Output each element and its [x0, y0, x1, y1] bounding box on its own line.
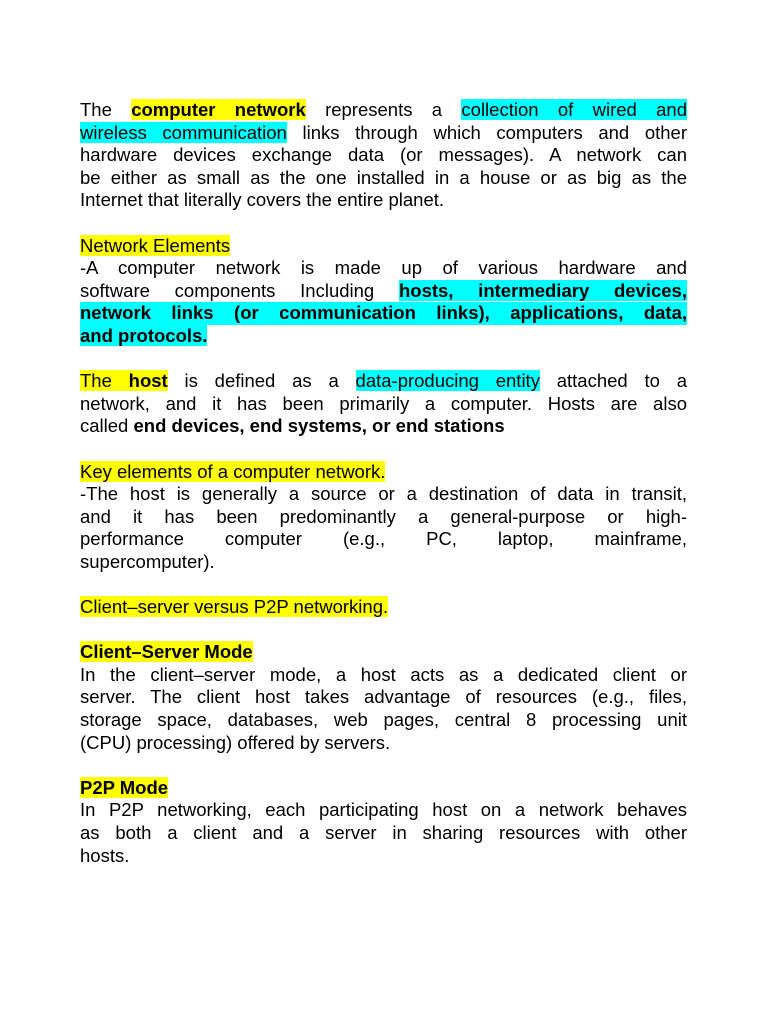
heading-text: Client–Server Mode — [80, 641, 253, 663]
key-elements-section — [80, 461, 687, 574]
intro-line-2 — [80, 122, 687, 145]
cs-line-3: storage space, databases, web pages, central 8 processing unit — [80, 709, 687, 731]
host-line-3 — [80, 415, 687, 438]
p2p-section — [80, 777, 687, 867]
host-line-1 — [80, 370, 687, 393]
cs-line-1: In the client–server mode, a host acts as a dedicated client or — [80, 663, 687, 685]
text-run: The — [80, 370, 129, 392]
versus-section — [80, 596, 687, 619]
network-elements-heading — [80, 235, 687, 258]
elements-line-2 — [80, 280, 687, 303]
network-elements-section — [80, 235, 687, 348]
text-run: attached to a — [539, 370, 687, 392]
host-section — [80, 370, 687, 438]
text-run: software components Including — [80, 279, 399, 301]
elements-line-1: -A computer network is made up of various hardware and — [80, 257, 687, 279]
key-line-2: and it has been predominantly a general-purpose or high- — [80, 505, 687, 527]
elements-line-4 — [80, 325, 687, 348]
cs-line-4: (CPU) processing) offered by servers. — [80, 731, 391, 753]
highlight-data-producing: data-producing entity — [355, 370, 540, 392]
highlight-links: network links (or communication links), applications, data, — [80, 302, 687, 324]
text-run: called — [80, 415, 134, 437]
text-run: links through which computers and other — [286, 121, 688, 143]
p2p-line-1: In P2P networking, each participating host on a network behaves — [80, 799, 687, 821]
p2p-heading — [80, 777, 687, 800]
highlight-computer-network: computer network — [131, 99, 306, 120]
text-run: represents a — [305, 99, 462, 120]
heading-text: Key elements of a computer network. — [80, 460, 386, 482]
highlight-collection: collection of wired and — [461, 99, 687, 120]
intro-line-1 — [80, 99, 687, 122]
intro-line-3: hardware devices exchange data (or messages). A network can — [80, 144, 687, 166]
heading-text: Client–server versus P2P networking. — [80, 596, 389, 618]
key-line-4: supercomputer). — [80, 550, 215, 572]
intro-line-5: Internet that literally covers the entire planet. — [80, 189, 445, 211]
heading-text: Network Elements — [80, 234, 231, 256]
elements-line-3 — [80, 302, 687, 325]
host-line-2: network, and it has been primarily a computer. Hosts are also — [80, 392, 687, 414]
key-line-3: performance computer (e.g., PC, laptop, mainframe, — [80, 528, 687, 550]
highlight-hosts: hosts, intermediary devices, — [398, 279, 687, 301]
text-run: is defined as a — [167, 370, 356, 392]
p2p-line-3: hosts. — [80, 844, 130, 866]
cs-line-2: server. The client host takes advantage of resources (e.g., files, — [80, 686, 687, 708]
document-page — [80, 99, 687, 890]
client-server-section — [80, 641, 687, 754]
text-run: The — [80, 99, 132, 120]
highlight-protocols: and protocols. — [80, 324, 208, 346]
intro-line-4: be either as small as the one installed in a house or as big as the — [80, 166, 687, 188]
key-elements-heading — [80, 461, 687, 484]
intro-paragraph — [80, 99, 687, 212]
p2p-line-2: as both a client and a server in sharing resources with other — [80, 822, 687, 843]
versus-heading — [80, 596, 687, 619]
text-run: end devices, end systems, or end stations — [133, 415, 505, 437]
client-server-heading — [80, 641, 687, 664]
key-line-1: -The host is generally a source or a destination of data in transit, — [80, 483, 687, 505]
text-run: host — [128, 370, 168, 392]
highlight-wireless: wireless communication — [80, 121, 287, 143]
heading-text: P2P Mode — [80, 776, 169, 798]
highlight-the-host — [80, 370, 168, 391]
